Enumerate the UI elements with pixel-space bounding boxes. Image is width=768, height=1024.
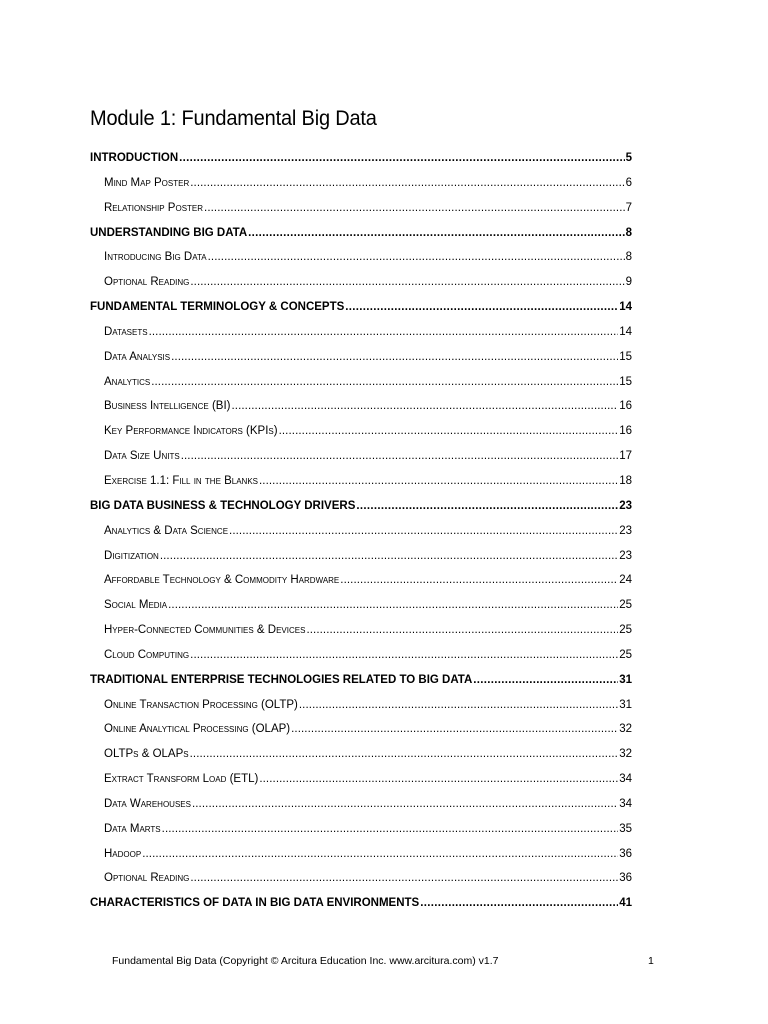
toc-dot-leader xyxy=(279,419,619,444)
toc-subsection-entry[interactable] xyxy=(90,717,632,742)
module-title: Module 1: Fundamental Big Data xyxy=(90,106,377,130)
toc-dot-leader xyxy=(356,494,618,519)
toc-dot-leader xyxy=(306,618,618,643)
toc-dot-leader xyxy=(208,245,625,270)
toc-entry-label: Digitization xyxy=(104,549,159,562)
toc-entry-page-number: 23 xyxy=(619,524,632,537)
toc-entry-label: TRADITIONAL ENTERPRISE TECHNOLOGIES RELATED TO BIG DATA xyxy=(90,673,473,686)
toc-entry-label: Cloud Computing xyxy=(104,648,190,661)
toc-entry-label: Affordable Technology & Commodity Hardware xyxy=(104,574,340,587)
toc-entry-label: Data Marts xyxy=(104,822,161,835)
toc-dot-leader xyxy=(168,593,618,618)
toc-entry-label: Extract Transform Load (ETL) xyxy=(104,773,259,786)
toc-dot-leader xyxy=(162,817,619,842)
toc-entry-label: Datasets xyxy=(104,325,148,338)
toc-dot-leader xyxy=(204,196,625,221)
toc-subsection-entry[interactable] xyxy=(90,817,632,842)
toc-dot-leader xyxy=(190,270,624,295)
toc-dot-leader xyxy=(291,717,618,742)
toc-entry-label: UNDERSTANDING BIG DATA xyxy=(90,226,248,239)
toc-entry-page-number: 34 xyxy=(619,797,632,810)
toc-dot-leader xyxy=(259,469,618,494)
toc-dot-leader xyxy=(160,544,618,569)
toc-dot-leader xyxy=(181,444,618,469)
toc-dot-leader xyxy=(171,345,618,370)
toc-subsection-entry[interactable] xyxy=(90,568,632,593)
toc-entry-label: Optional Reading xyxy=(104,872,190,885)
toc-dot-leader xyxy=(231,394,618,419)
toc-entry-page-number: 16 xyxy=(619,425,632,438)
toc-entry-page-number: 34 xyxy=(619,773,632,786)
toc-entry-page-number: 31 xyxy=(619,698,632,711)
footer-page-number: 1 xyxy=(648,955,654,967)
toc-subsection-entry[interactable] xyxy=(90,693,632,718)
toc-dot-leader xyxy=(299,693,618,718)
toc-dot-leader xyxy=(190,171,624,196)
toc-subsection-entry[interactable] xyxy=(90,469,632,494)
toc-section-entry[interactable] xyxy=(90,146,632,171)
toc-entry-label: Analytics & Data Science xyxy=(104,524,229,537)
toc-entry-label: Online Transaction Processing (OLTP) xyxy=(104,698,298,711)
toc-subsection-entry[interactable] xyxy=(90,444,632,469)
toc-subsection-entry[interactable] xyxy=(90,618,632,643)
toc-section-entry[interactable] xyxy=(90,668,632,693)
toc-subsection-entry[interactable] xyxy=(90,171,632,196)
toc-dot-leader xyxy=(340,568,618,593)
toc-entry-page-number: 8 xyxy=(625,251,632,264)
toc-entry-label: FUNDAMENTAL TERMINOLOGY & CONCEPTS xyxy=(90,301,345,314)
toc-entry-page-number: 32 xyxy=(619,748,632,761)
toc-entry-page-number: 25 xyxy=(619,648,632,661)
toc-entry-label: OLTPs & OLAPs xyxy=(104,748,189,761)
toc-entry-page-number: 15 xyxy=(619,375,632,388)
toc-entry-label: Hyper-Connected Communities & Devices xyxy=(104,624,306,637)
toc-entry-page-number: 6 xyxy=(625,176,632,189)
toc-entry-label: BIG DATA BUSINESS & TECHNOLOGY DRIVERS xyxy=(90,499,356,512)
toc-dot-leader xyxy=(248,221,624,246)
toc-dot-leader xyxy=(190,866,618,891)
toc-entry-page-number: 31 xyxy=(619,673,632,686)
toc-subsection-entry[interactable] xyxy=(90,519,632,544)
toc-dot-leader xyxy=(149,320,619,345)
table-of-contents xyxy=(90,146,632,916)
toc-entry-page-number: 25 xyxy=(619,599,632,612)
toc-subsection-entry[interactable] xyxy=(90,196,632,221)
toc-subsection-entry[interactable] xyxy=(90,842,632,867)
toc-dot-leader xyxy=(151,370,618,395)
toc-dot-leader xyxy=(345,295,618,320)
toc-entry-page-number: 5 xyxy=(625,152,632,164)
toc-dot-leader xyxy=(192,792,618,817)
toc-subsection-entry[interactable] xyxy=(90,767,632,792)
toc-entry-page-number: 18 xyxy=(619,474,632,487)
toc-entry-label: Data Analysis xyxy=(104,350,171,363)
toc-subsection-entry[interactable] xyxy=(90,245,632,270)
toc-subsection-entry[interactable] xyxy=(90,345,632,370)
toc-section-entry[interactable] xyxy=(90,221,632,246)
toc-entry-label: Key Performance Indicators (KPIs) xyxy=(104,425,278,438)
toc-entry-page-number: 32 xyxy=(619,723,632,736)
toc-entry-page-number: 14 xyxy=(619,301,632,314)
toc-subsection-entry[interactable] xyxy=(90,370,632,395)
toc-entry-label: CHARACTERISTICS OF DATA IN BIG DATA ENVIRONMENTS xyxy=(90,897,420,910)
toc-dot-leader xyxy=(473,668,618,693)
toc-entry-label: Analytics xyxy=(104,375,151,388)
toc-entry-label: Relationship Poster xyxy=(104,201,204,214)
toc-subsection-entry[interactable] xyxy=(90,866,632,891)
toc-entry-label: Business Intelligence (BI) xyxy=(104,400,231,413)
toc-entry-page-number: 7 xyxy=(625,201,632,214)
toc-dot-leader xyxy=(190,643,618,668)
toc-subsection-entry[interactable] xyxy=(90,643,632,668)
toc-dot-leader xyxy=(142,842,618,867)
toc-subsection-entry[interactable] xyxy=(90,544,632,569)
toc-section-entry[interactable] xyxy=(90,494,632,519)
toc-entry-page-number: 36 xyxy=(619,847,632,860)
toc-entry-page-number: 24 xyxy=(619,574,632,587)
toc-subsection-entry[interactable] xyxy=(90,320,632,345)
toc-entry-label: Mind Map Poster xyxy=(104,176,190,189)
toc-entry-label: Data Warehouses xyxy=(104,797,191,810)
toc-subsection-entry[interactable] xyxy=(90,270,632,295)
toc-dot-leader xyxy=(259,767,618,792)
toc-entry-page-number: 16 xyxy=(619,400,632,413)
toc-entry-page-number: 9 xyxy=(625,276,632,289)
toc-section-entry[interactable] xyxy=(90,295,632,320)
toc-entry-page-number: 17 xyxy=(619,450,632,463)
toc-entry-page-number: 41 xyxy=(619,897,632,910)
toc-subsection-entry[interactable] xyxy=(90,419,632,444)
toc-entry-label: Online Analytical Processing (OLAP) xyxy=(104,723,291,736)
toc-subsection-entry[interactable] xyxy=(90,394,632,419)
toc-dot-leader xyxy=(190,742,619,767)
toc-dot-leader xyxy=(229,519,618,544)
toc-entry-label: Data Size Units xyxy=(104,450,180,463)
toc-subsection-entry[interactable] xyxy=(90,792,632,817)
toc-entry-label: Introducing Big Data xyxy=(104,251,207,264)
toc-entry-page-number: 23 xyxy=(619,499,632,512)
toc-entry-label: Exercise 1.1: Fill in the Blanks xyxy=(104,474,258,487)
toc-entry-page-number: 25 xyxy=(619,624,632,637)
footer-copyright: Fundamental Big Data (Copyright © Arcitura Education Inc. www.arcitura.com) v1.7 xyxy=(112,955,499,967)
toc-entry-label: Hadoop xyxy=(104,847,142,860)
toc-subsection-entry[interactable] xyxy=(90,742,632,767)
toc-entry-label: INTRODUCTION xyxy=(90,152,179,164)
toc-entry-page-number: 8 xyxy=(625,226,632,239)
toc-section-entry[interactable] xyxy=(90,891,632,916)
toc-entry-label: Social Media xyxy=(104,599,168,612)
toc-dot-leader xyxy=(420,891,618,916)
toc-entry-page-number: 15 xyxy=(619,350,632,363)
toc-entry-page-number: 36 xyxy=(619,872,632,885)
toc-entry-label: Optional Reading xyxy=(104,276,190,289)
toc-dot-leader xyxy=(179,146,624,171)
toc-subsection-entry[interactable] xyxy=(90,593,632,618)
toc-entry-page-number: 23 xyxy=(619,549,632,562)
toc-entry-page-number: 35 xyxy=(619,822,632,835)
toc-entry-page-number: 14 xyxy=(619,325,632,338)
